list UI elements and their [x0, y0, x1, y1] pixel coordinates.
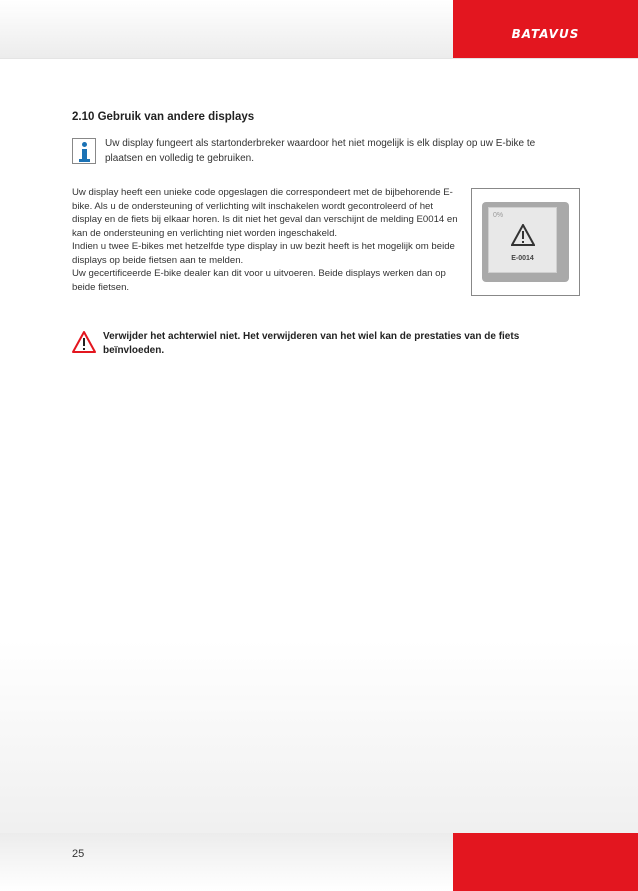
warning-note: Verwijder het achterwiel niet. Het verwijderen van het wiel kan de prestaties van de fiets beïnvloeden.: [103, 331, 520, 356]
body-paragraph-3: Uw gecertificeerde E-bike dealer kan dit voor u uitvoeren. Beide displays werken dan op beide fietsen.: [72, 268, 446, 293]
display-image: [471, 188, 580, 296]
warning-icon: [72, 330, 96, 354]
body-text: [72, 186, 462, 294]
display-device: [482, 202, 569, 282]
brand-name: BATAVUS: [511, 27, 580, 41]
info-icon: [72, 138, 96, 164]
display-screen: [488, 207, 557, 273]
brand-logo: [453, 0, 638, 58]
page-number: 25: [72, 848, 85, 860]
footer-gradient: [0, 640, 638, 833]
footer-accent: [453, 833, 638, 891]
display-error-code: E-0014: [511, 255, 534, 262]
display-battery-percent: 0%: [493, 212, 504, 219]
warning-triangle-icon: [511, 224, 535, 246]
body-paragraph-1: Uw display heeft een unieke code opgeslagen die correspondeert met de bijbehorende E-bike. Als u de ondersteuning of verlichting wilt inschakelen wordt gecontroleerd of het display en de fiets bij elkaar horen. Is dit niet het geval dan verschijnt de melding E0014 en kan de ondersteuning en verlichting niet worden ingeschakeld.: [72, 187, 458, 239]
body-paragraph-2: Indien u twee E-bikes met hetzelfde type display in uw bezit heeft is het mogelijk om beide displays op beide fietsen aan te melden.: [72, 241, 455, 266]
section-heading: 2.10 Gebruik van andere displays: [72, 111, 255, 123]
info-note: Uw display fungeert als startonderbreker waardoor het niet mogelijk is elk display op uw E-bike te plaatsen en volledig te gebruiken.: [105, 138, 536, 164]
